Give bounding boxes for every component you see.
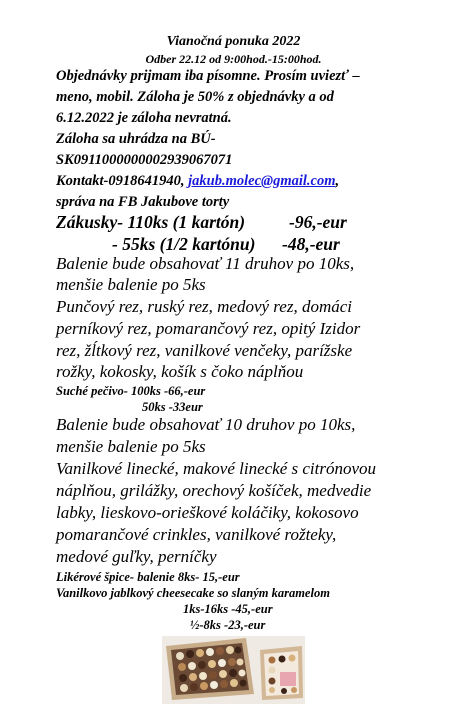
pecivo-desc-line: Vanilkové linecké, makové linecké s citrónovou (56, 459, 377, 478)
suche-pecivo-full: Suché pečivo- 100ks -66,-eur (56, 384, 206, 398)
zakusky-desc-line: Punčový rez, ruský rez, medový rez, domáci (56, 297, 352, 316)
contact-line (56, 173, 339, 190)
zakusky-full-price: -96,-eur (289, 212, 347, 232)
cheesecake-whole: 1ks-16ks -45,-eur (183, 602, 273, 616)
order-info-line: 6.12.2022 je záloha nevratná. (56, 110, 232, 126)
zakusky-half-price: -48,-eur (282, 234, 340, 254)
bank-account: SK0911000000002939067071 (56, 152, 233, 168)
email-link[interactable]: jakub.molec@gmail.com (188, 173, 336, 189)
zakusky-desc-line: perníkový rez, pomarančový rez, opitý Izidor (56, 319, 361, 338)
zakusky-desc-line: rez, žĺtkový rez, vanilkové venčeky, parížske (56, 341, 353, 360)
cheesecake-half: ½-8ks -23,-eur (190, 618, 266, 632)
suche-pecivo-half: 50ks -33eur (142, 400, 203, 414)
zakusky-desc-line: rožky, kokosky, košík s čoko náplňou (56, 362, 304, 381)
order-info-line: meno, mobil. Záloha je 50% z objednávky a od (56, 89, 334, 105)
zakusky-desc-line: menšie balenie po 5ks (56, 275, 206, 294)
pecivo-desc-line: menšie balenie po 5ks (56, 437, 206, 456)
likerove-spice: Likérové špice- balenie 8ks- 15,-eur (56, 570, 240, 584)
pickup-time: Odber 22.12 od 9:00hod.-15:00hod. (145, 52, 322, 66)
pecivo-desc-line: náplňou, grilážky, orechový košíček, medvedie (56, 481, 372, 500)
order-info-line: Objednávky prijmam iba písomne. Prosím uviezť – (56, 68, 360, 84)
pecivo-desc-line: medové guľky, perníčky (56, 547, 217, 566)
page-title: Vianočná ponuka 2022 (166, 34, 301, 49)
contact-suffix: , (335, 173, 340, 189)
zakusky-half-label: - 55ks (1/2 kartónu) (112, 234, 256, 254)
order-info-line: Záloha sa uhrádza na BÚ- (56, 131, 216, 147)
zakusky-desc-line: Balenie bude obsahovať 11 druhov po 10ks, (56, 254, 355, 273)
pecivo-desc-line: Balenie bude obsahovať 10 druhov po 10ks, (56, 415, 356, 434)
sweets-photo-drawing (162, 636, 305, 704)
cheesecake-title: Vanilkovo jablkový cheesecake so slaným karamelom (56, 586, 330, 600)
pecivo-desc-line: pomarančové crinkles, vanilkové rožteky, (56, 525, 337, 544)
zakusky-full-label: Zákusky- 110ks (1 kartón) (56, 212, 246, 232)
contact-phone: Kontakt-0918641940, (56, 173, 189, 189)
facebook-line: správa na FB Jakubove torty (56, 194, 230, 210)
sweets-photo (162, 636, 305, 704)
pecivo-desc-line: labky, lieskovo-orieškové koláčiky, kokosovo (56, 503, 359, 522)
